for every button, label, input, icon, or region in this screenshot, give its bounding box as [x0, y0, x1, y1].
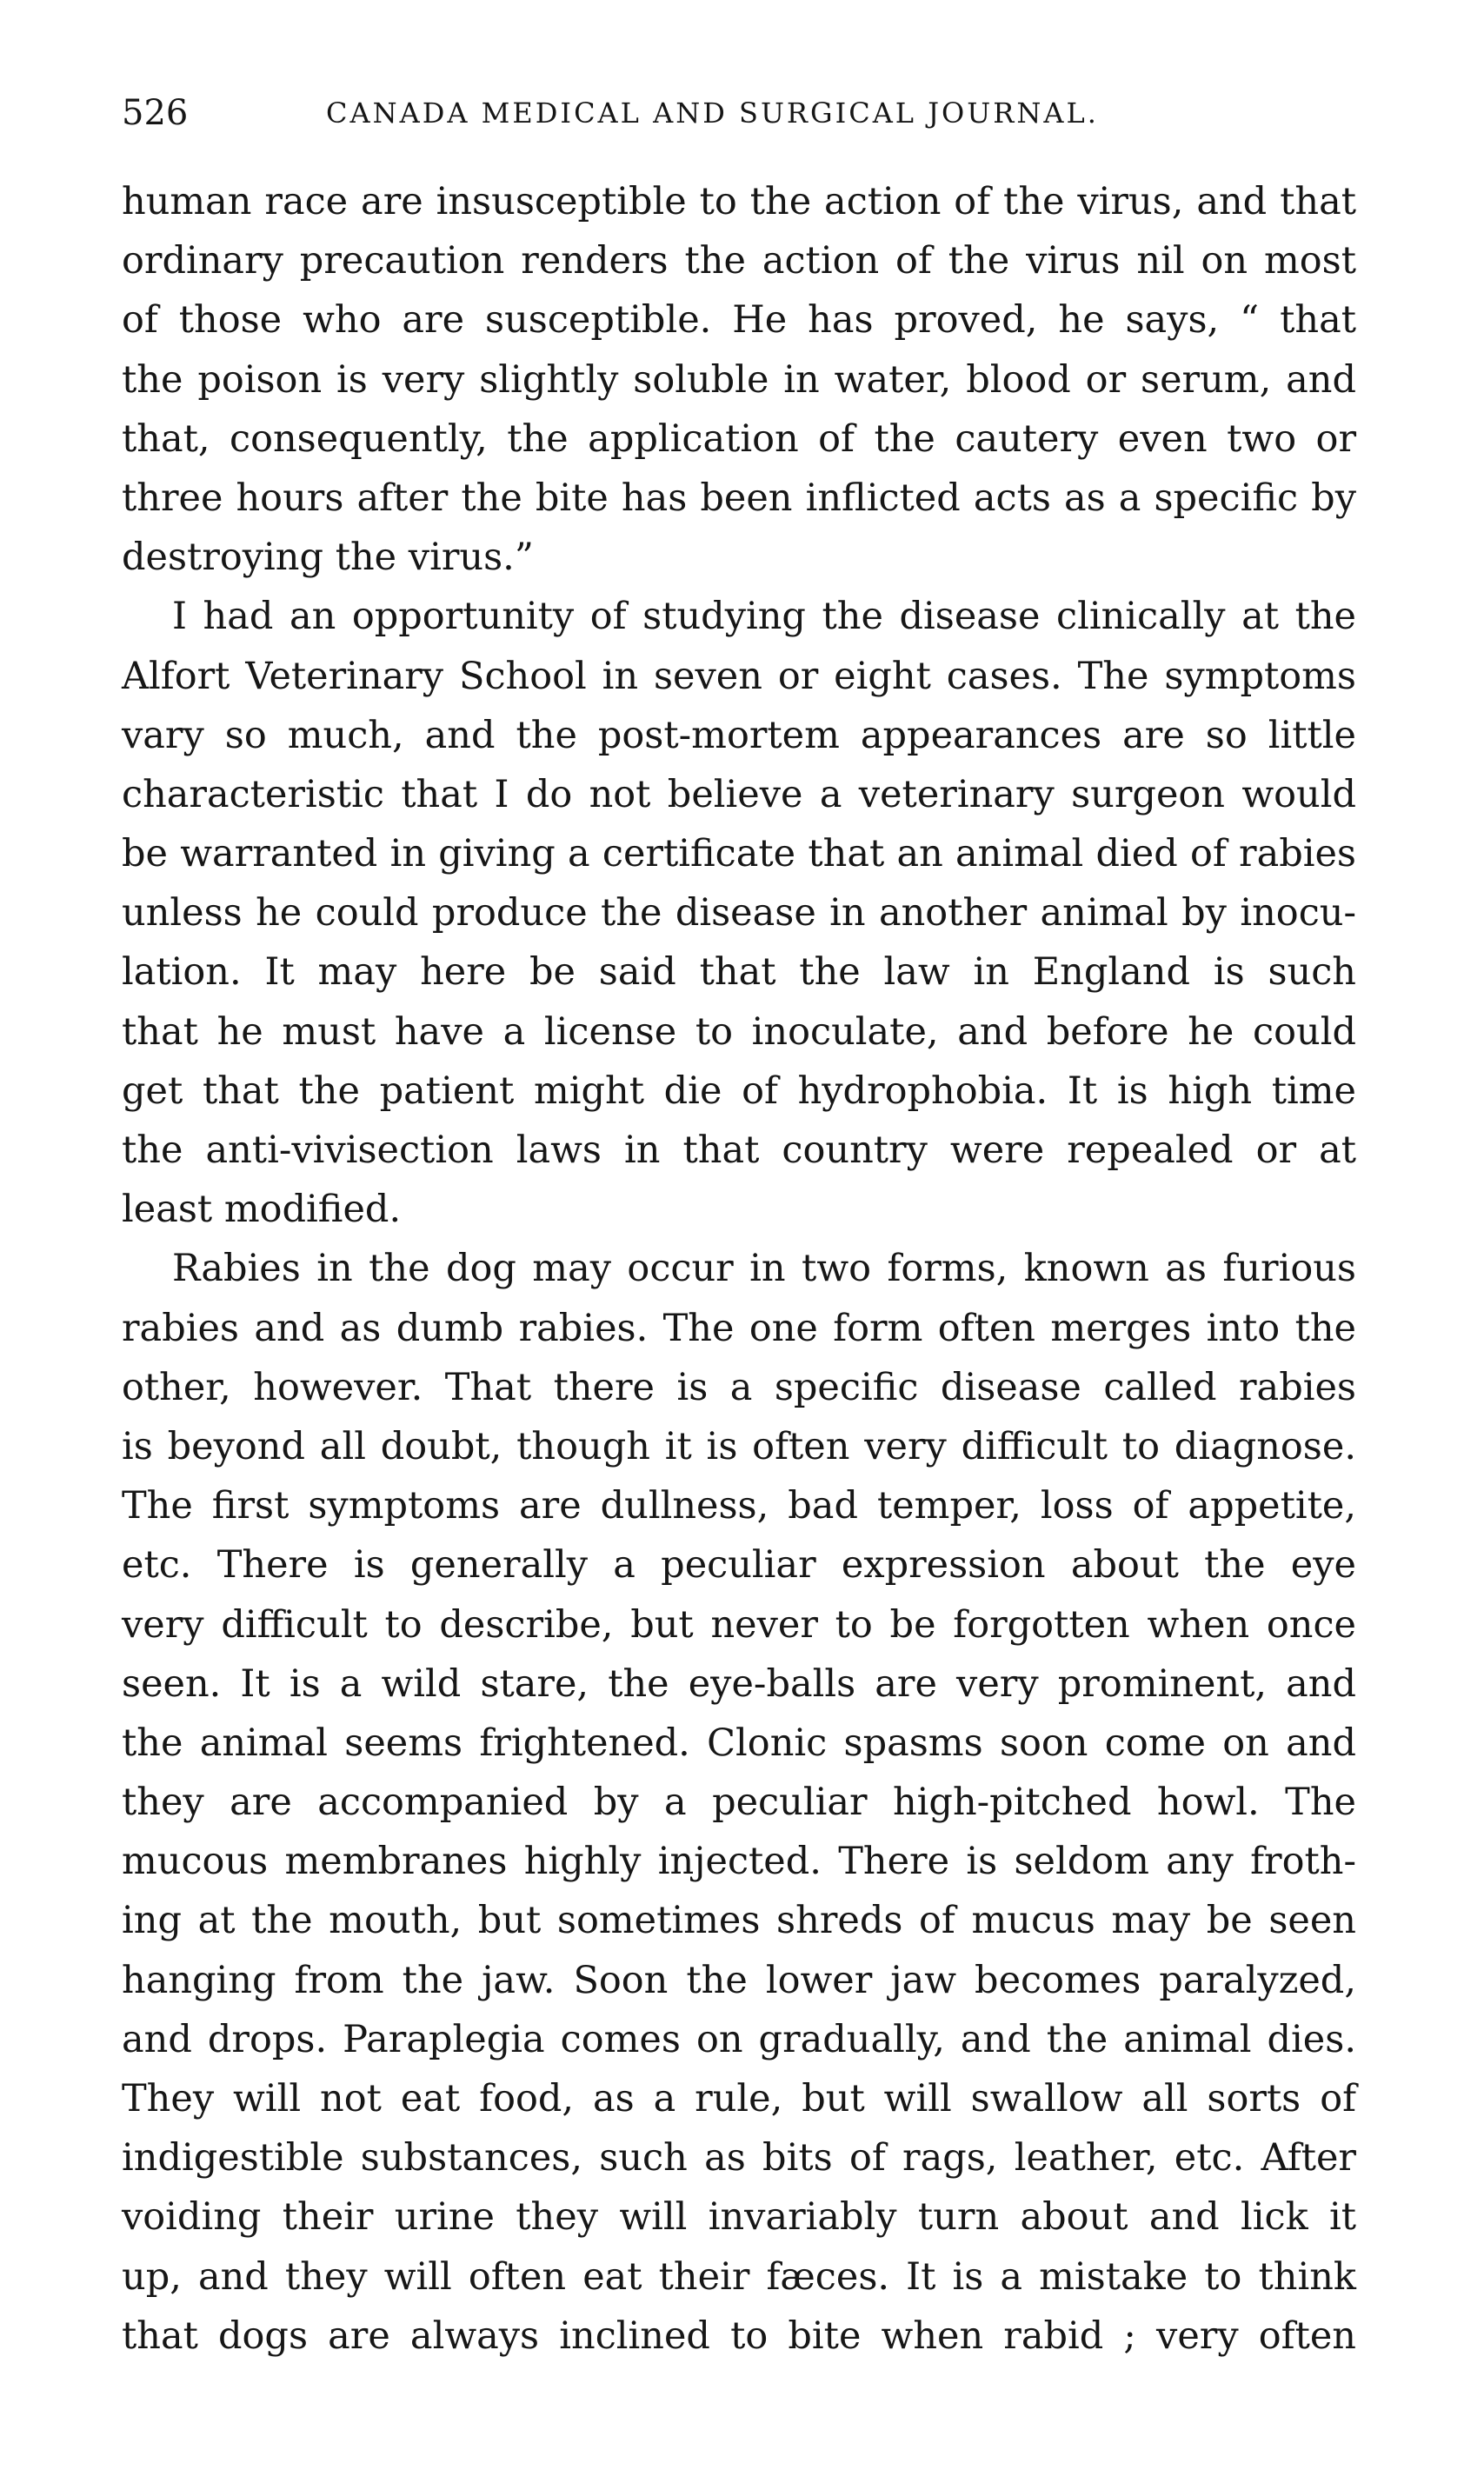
text-line: get that the patient might die of hydrophobia. It is high time	[122, 1069, 1356, 1113]
text-line: ing at the mouth, but sometimes shreds of mucus may be seen	[122, 1899, 1356, 1943]
page-number: 526	[122, 93, 189, 133]
text-line: they are accompanied by a peculiar high-pitched howl. The	[122, 1781, 1356, 1825]
text-line: The first symptoms are dullness, bad temper, loss of appetite,	[122, 1484, 1356, 1528]
text-line: other, however. That there is a specific disease called rabies	[122, 1365, 1356, 1409]
text-line: destroying the virus.”	[122, 536, 534, 580]
text-line: ordinary precaution renders the action of the virus nil on most	[122, 239, 1356, 283]
text-line: vary so much, and the post-mortem appearances are so little	[122, 713, 1356, 757]
text-line: Rabies in the dog may occur in two forms, known as furious	[172, 1247, 1356, 1291]
text-line: up, and they will often eat their fæces. It is a mistake to think	[122, 2254, 1356, 2299]
text-line: least modified.	[122, 1188, 402, 1232]
text-line: etc. There is generally a peculiar expression about the eye	[122, 1543, 1356, 1588]
body-text	[122, 172, 1356, 2366]
text-line: characteristic that I do not believe a veterinary surgeon would	[122, 772, 1356, 816]
text-line: the poison is very slightly soluble in water, blood or serum, and	[122, 357, 1356, 402]
text-line: human race are insusceptible to the action of the virus, and that	[122, 180, 1356, 223]
text-line: and drops. Paraplegia comes on gradually, and the animal dies.	[122, 2017, 1356, 2061]
text-line: the anti-vivisection laws in that country were repealed or at	[122, 1128, 1356, 1172]
text-line: that dogs are always inclined to bite when rabid ; very often	[122, 2314, 1356, 2358]
text-line: lation. It may here be said that the law in England is such	[122, 950, 1356, 995]
text-line: I had an opportunity of studying the disease clinically at the	[172, 595, 1356, 639]
text-line: very difficult to describe, but never to be forgotten when once	[122, 1602, 1356, 1647]
text-line: rabies and as dumb rabies. The one form often merges into the	[122, 1306, 1356, 1350]
paragraph-alfort-observations	[122, 587, 1356, 1239]
text-line: unless he could produce the disease in another animal by inocu-	[122, 891, 1356, 935]
text-line: the animal seems frightened. Clonic spasms soon come on and	[122, 1721, 1356, 1765]
text-line: voiding their urine they will invariably turn about and lick it	[122, 2195, 1356, 2240]
text-line: They will not eat food, as a rule, but will swallow all sorts of	[122, 2077, 1356, 2120]
text-line: seen. It is a wild stare, the eye-balls are very prominent, and	[122, 1661, 1356, 1706]
paragraph-continuation	[122, 172, 1356, 587]
text-line: be warranted in giving a certificate that an animal died of rabies	[122, 832, 1356, 876]
text-line: Alfort Veterinary School in seven or eight cases. The symptoms	[122, 654, 1356, 698]
text-line: that he must have a license to inoculate, and before he could	[122, 1009, 1356, 1054]
text-line: three hours after the bite has been inflicted acts as a specific by	[122, 476, 1356, 520]
running-head	[122, 87, 1356, 139]
text-line: of those who are susceptible. He has proved, he says, “ that	[122, 298, 1356, 343]
text-line: indigestible substances, such as bits of rags, leather, etc. After	[122, 2136, 1356, 2180]
paragraph-rabies-forms	[122, 1239, 1356, 2366]
text-line: hanging from the jaw. Soon the lower jaw becomes paralyzed,	[122, 1958, 1356, 2002]
text-line: mucous membranes highly injected. There is seldom any froth-	[122, 1840, 1356, 1884]
text-line: is beyond all doubt, though it is often very difficult to diagnose.	[122, 1424, 1356, 1468]
text-line: that, consequently, the application of the cautery even two or	[122, 416, 1356, 461]
journal-title: CANADA MEDICAL AND SURGICAL JOURNAL.	[326, 97, 1099, 130]
